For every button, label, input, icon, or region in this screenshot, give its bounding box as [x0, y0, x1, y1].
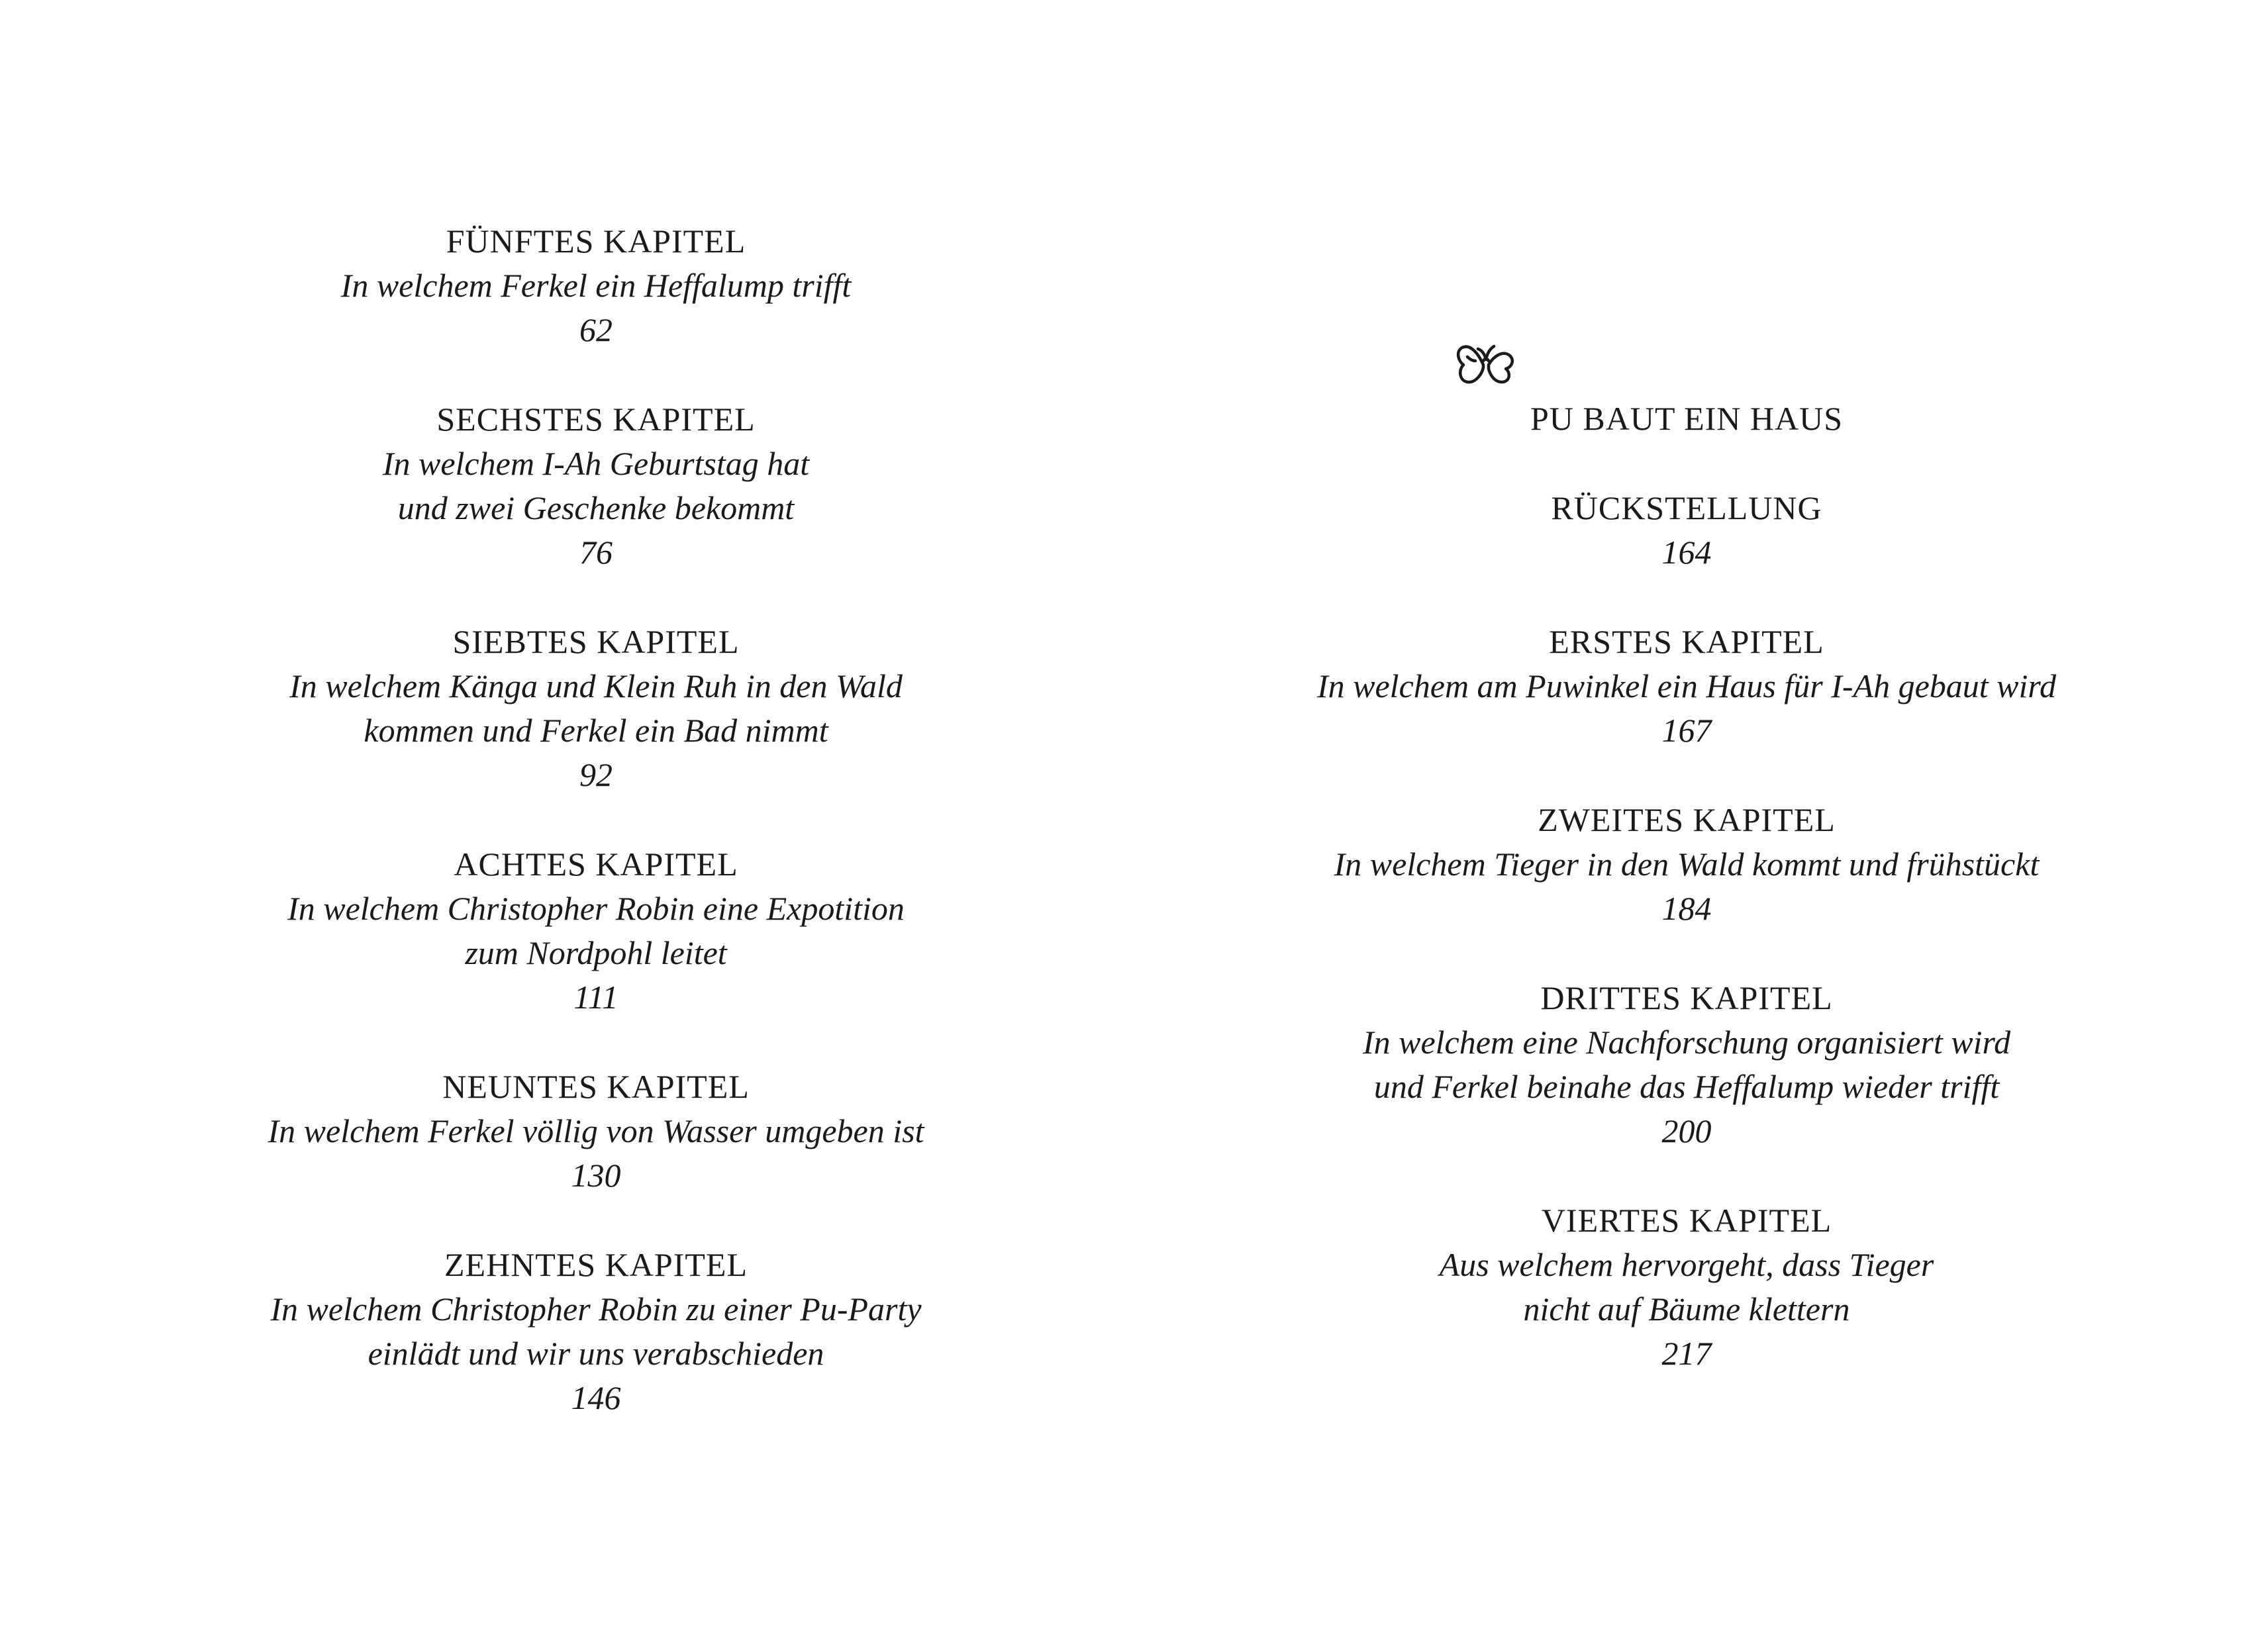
right-page	[1134, 0, 2268, 1642]
chapter-heading: DRITTES KAPITEL	[1540, 979, 1833, 1016]
part-title: PU BAUT EIN HAUS	[1530, 400, 1844, 437]
page-number: 76	[579, 534, 613, 571]
chapter-description: Aus welchem hervorgeht, dass Tieger	[1439, 1246, 1934, 1283]
page-number: 146	[571, 1379, 621, 1416]
chapter-description: In welchem am Puwinkel ein Haus für I-Ah gebaut wird	[1316, 667, 2056, 704]
chapter-description: einlädt und wir uns verabschieden	[368, 1335, 824, 1372]
chapter-heading: SECHSTES KAPITEL	[436, 401, 756, 438]
chapter-description: kommen und Ferkel ein Bad nimmt	[364, 712, 828, 749]
toc-entry	[0, 1243, 1192, 1420]
toc-entry	[0, 219, 1192, 352]
page-number: 130	[571, 1157, 621, 1194]
toc-entry	[1134, 976, 2240, 1153]
toc-entry	[1134, 1198, 2240, 1376]
chapter-description: In welchem Christopher Robin eine Expotition	[287, 890, 905, 927]
left-toc-column	[0, 219, 1192, 1465]
chapter-description: In welchem Känga und Klein Ruh in den Wald	[289, 667, 903, 704]
chapter-description: und zwei Geschenke bekommt	[397, 489, 795, 526]
chapter-description: zum Nordpohl leitet	[465, 934, 727, 971]
toc-entry	[0, 842, 1192, 1020]
page-number: 200	[1661, 1112, 1712, 1149]
toc-entry	[1134, 620, 2240, 753]
chapter-heading: RÜCKSTELLUNG	[1551, 489, 1822, 526]
butterfly-icon	[1454, 341, 1518, 389]
chapter-heading: VIERTES KAPITEL	[1541, 1202, 1832, 1239]
toc-entry	[0, 1065, 1192, 1198]
toc-entry	[1134, 798, 2240, 931]
chapter-description: In welchem eine Nachforschung organisiert wird	[1362, 1024, 2011, 1061]
toc-entry	[0, 620, 1192, 797]
chapter-heading: ZWEITES KAPITEL	[1538, 801, 1836, 838]
page-number: 164	[1661, 534, 1712, 571]
right-toc-column	[1134, 397, 2240, 1421]
chapter-description: In welchem Christopher Robin zu einer Pu-Party	[270, 1290, 922, 1328]
chapter-heading: FÜNFTES KAPITEL	[446, 222, 746, 260]
chapter-heading: ACHTES KAPITEL	[454, 845, 738, 883]
page-number: 92	[579, 756, 613, 793]
chapter-heading: NEUNTES KAPITEL	[442, 1068, 750, 1105]
chapter-description: und Ferkel beinahe das Heffalump wieder trifft	[1373, 1068, 2000, 1105]
toc-entry	[0, 397, 1192, 575]
page-number: 167	[1661, 712, 1712, 749]
chapter-description: In welchem Ferkel völlig von Wasser umgeben ist	[268, 1112, 924, 1149]
chapter-description: In welchem I-Ah Geburtstag hat	[382, 445, 810, 482]
chapter-description: In welchem Tieger in den Wald kommt und frühstückt	[1334, 845, 2040, 883]
chapter-heading: ZEHNTES KAPITEL	[444, 1246, 748, 1283]
chapter-heading: SIEBTES KAPITEL	[452, 623, 740, 660]
page-number: 62	[579, 311, 613, 348]
page-number: 111	[573, 979, 618, 1016]
toc-entry	[1134, 486, 2240, 575]
chapter-description: nicht auf Bäume klettern	[1523, 1290, 1850, 1328]
page-number: 184	[1661, 890, 1712, 927]
page-number: 217	[1661, 1335, 1712, 1372]
chapter-description: In welchem Ferkel ein Heffalump trifft	[340, 267, 852, 304]
chapter-heading: ERSTES KAPITEL	[1549, 623, 1824, 660]
